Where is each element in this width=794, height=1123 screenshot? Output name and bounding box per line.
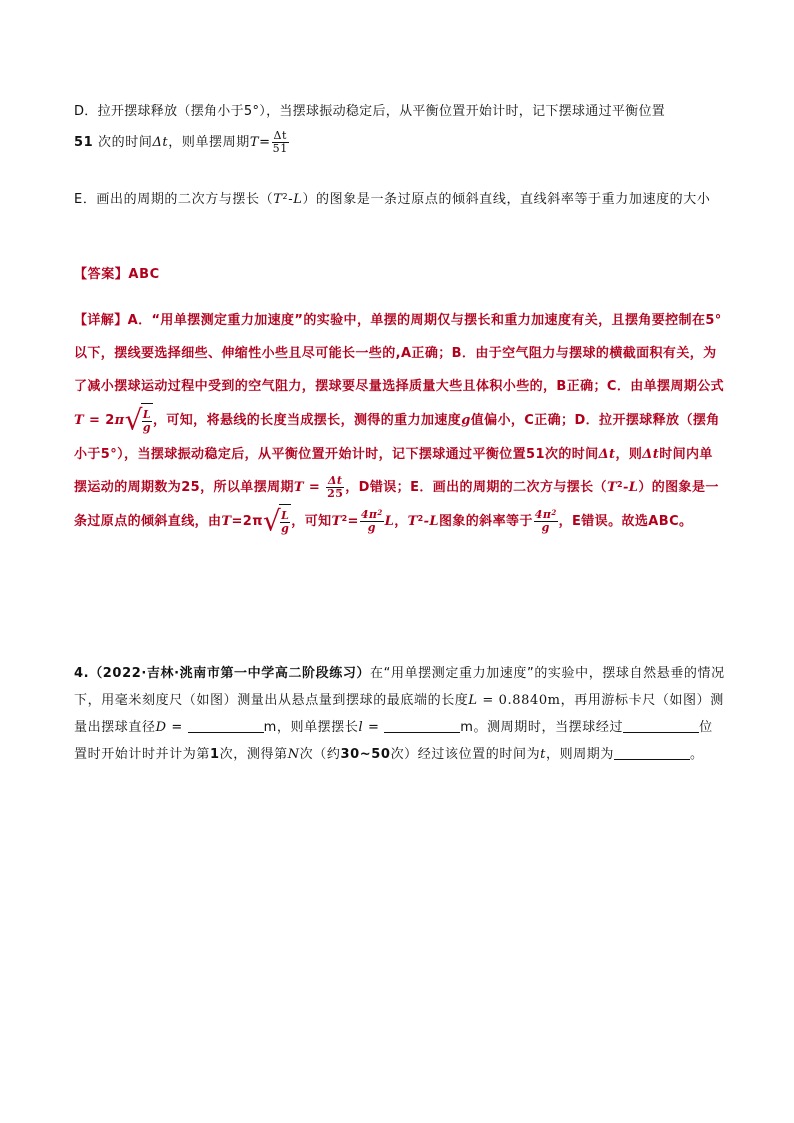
detail-e-text: E．画出的周期的二次方与摆长（ bbox=[410, 480, 607, 495]
symbol-T: T bbox=[221, 514, 232, 529]
answer-line bbox=[74, 266, 726, 283]
fraction-denominator: g bbox=[281, 522, 290, 535]
detail-explanation bbox=[74, 304, 726, 539]
option-letter: C bbox=[524, 413, 535, 428]
symbol-T: T bbox=[293, 480, 304, 495]
detail-a-text: A．“用单摆测定重力加速度”的实验中，单摆的周期仅与摆长和重力加速度有关，且摆角要控制在5°以下，摆线要选择细些、伸缩性小些且尽可能长一些的, bbox=[74, 313, 722, 361]
symbol-L: L bbox=[468, 693, 478, 708]
text: 位置时开始计时并计为第 bbox=[74, 720, 713, 762]
text: 错误。故选 bbox=[581, 514, 649, 529]
equals: = 2 bbox=[84, 413, 115, 428]
fraction-dt-25 bbox=[326, 475, 344, 500]
symbol-T: T bbox=[407, 514, 418, 529]
equals: = bbox=[166, 720, 188, 735]
option-e bbox=[74, 186, 726, 214]
superscript: 2 bbox=[617, 480, 624, 489]
text: 。 bbox=[690, 747, 704, 762]
superscript: 2 bbox=[551, 508, 557, 517]
superscript: 2 bbox=[282, 192, 289, 201]
fraction-4pi2-g bbox=[534, 509, 558, 534]
equals: =2π bbox=[231, 514, 263, 529]
text: ，再用游标卡尺（如图）测量出摆球直径 bbox=[74, 693, 724, 735]
text: 次的时间 bbox=[98, 135, 153, 150]
count-51: 51 bbox=[526, 447, 545, 462]
fraction-numerator: L bbox=[142, 408, 151, 421]
text: ，所以单摆周期 bbox=[200, 480, 294, 495]
question-number: 4. bbox=[74, 666, 90, 681]
fraction-denominator: 51 bbox=[272, 142, 288, 155]
delta-t: Δt bbox=[152, 135, 169, 150]
text: ）的图象是一条过原点的倾斜直线，直线斜率等于重力加速度的大小 bbox=[302, 192, 711, 207]
symbol-L: -L bbox=[623, 480, 639, 495]
answer-blank-position[interactable] bbox=[623, 720, 699, 733]
option-d-line1: D．拉开摆球释放（摆角小于5°），当摆球振动稳定后，从平衡位置开始计时，记下摆球通过平衡位置 bbox=[74, 104, 666, 119]
superscript: 2 bbox=[377, 508, 383, 517]
fraction-numerator: Δt bbox=[273, 129, 288, 142]
answer-blank-diameter[interactable] bbox=[188, 720, 264, 733]
count-1: 1 bbox=[210, 747, 220, 762]
symbol-pi: π bbox=[114, 413, 125, 428]
symbol-N: N bbox=[287, 747, 300, 762]
answer-blank-period[interactable] bbox=[614, 747, 690, 760]
text: 正确； bbox=[411, 346, 452, 361]
option-letter: E bbox=[572, 514, 582, 529]
fraction-denominator: g bbox=[541, 521, 550, 534]
fraction-L-g bbox=[280, 510, 290, 535]
text: 在“用单摆测定重力加速度”的实验中，摆球自然悬垂的情况下，用毫米刻度尺（如图）测量出从悬点量到摆球的最底端的长度 bbox=[74, 666, 725, 708]
answer-blank-length[interactable] bbox=[384, 720, 460, 733]
text: m，则单摆摆长 bbox=[263, 720, 359, 735]
equals: = bbox=[363, 720, 385, 735]
symbol-L: -L bbox=[288, 192, 303, 207]
text: E．画出的周期的二次方与摆长（ bbox=[74, 192, 274, 207]
fraction-L-g bbox=[142, 409, 152, 434]
answer-value: ABC bbox=[128, 267, 160, 282]
symbol-T: T bbox=[273, 192, 283, 207]
text: 次（约 bbox=[299, 747, 341, 762]
text: ， bbox=[394, 514, 408, 529]
option-letter: A bbox=[400, 346, 412, 361]
fraction-denominator: 25 bbox=[327, 487, 344, 500]
delta-t: Δt bbox=[598, 447, 616, 462]
option-d-line2 bbox=[74, 129, 726, 157]
question-source: （2022·吉林·洮南市第一中学高二阶段练习） bbox=[89, 666, 371, 681]
option-letter: D bbox=[358, 480, 370, 495]
text: ， bbox=[558, 514, 572, 529]
symbol-T: T bbox=[249, 135, 260, 150]
text: 正确； bbox=[534, 413, 575, 428]
text: 时间内单摆运动的周期数为 bbox=[74, 447, 713, 495]
radical-sign: √ bbox=[262, 504, 282, 538]
detail-label: 【详解】 bbox=[74, 313, 128, 328]
radical-sign: √ bbox=[124, 403, 143, 437]
superscript: 2 bbox=[341, 514, 348, 523]
sqrt-formula bbox=[263, 504, 291, 539]
equals: = bbox=[259, 135, 271, 150]
superscript: 2 bbox=[417, 514, 424, 523]
symbol-g: g bbox=[461, 413, 471, 428]
symbol-L: L bbox=[384, 514, 395, 529]
symbol-T: T bbox=[74, 413, 85, 428]
option-letter: B bbox=[556, 379, 567, 394]
equals: = bbox=[304, 480, 326, 495]
length-value: = 0.8840m bbox=[477, 693, 561, 708]
detail-c-text: C．由单摆周期公式 bbox=[606, 379, 725, 394]
fraction-numerator: L bbox=[281, 509, 290, 522]
question-4 bbox=[74, 660, 726, 768]
equals: = bbox=[347, 514, 359, 529]
symbol-D: D bbox=[155, 720, 167, 735]
detail-b-text: B．由于空气阻力与摆球的横截面积有关，为了减小摆球运动过程中受到的空气阻力，摆球要尽量选择质量大些且体积小些的， bbox=[74, 346, 717, 394]
text: ， bbox=[345, 480, 359, 495]
text: ，则单摆周期 bbox=[168, 135, 250, 150]
text: 次，测得第 bbox=[219, 747, 288, 762]
delta-t: Δt bbox=[642, 447, 660, 462]
fraction-numerator: Δt bbox=[328, 474, 343, 487]
detail-d-text: D．拉开摆球释放（摆角小于5°），当摆球振动稳定后，从平衡位置开始计时，记下摆球通过平衡位置 bbox=[74, 413, 720, 462]
symbol-L: -L bbox=[423, 514, 439, 529]
fraction-denominator: g bbox=[142, 421, 151, 434]
text: 错误； bbox=[369, 480, 411, 495]
option-d bbox=[74, 101, 726, 157]
answer-value: ABC bbox=[648, 514, 680, 529]
count-range: 30~50 bbox=[340, 747, 391, 762]
fraction-numerator: 4π bbox=[360, 508, 378, 521]
text: ）的图象是一条过原点的倾斜直线，由 bbox=[74, 480, 719, 529]
text: 正确； bbox=[566, 379, 607, 394]
text: m。测周期时，当摆球经过 bbox=[460, 720, 624, 735]
text: ，可知，将悬线的长度当成摆长，测得的重力加速度 bbox=[152, 413, 462, 428]
text: ，则周期为 bbox=[546, 747, 615, 762]
fraction-numerator: 4π bbox=[534, 508, 552, 521]
text: ，可知 bbox=[291, 514, 332, 529]
text: 值偏小， bbox=[470, 413, 525, 428]
fraction-dt-51 bbox=[272, 130, 289, 155]
fraction-4pi2-g bbox=[360, 509, 384, 534]
symbol-l: l bbox=[358, 720, 364, 735]
text: 图象的斜率等于 bbox=[438, 514, 533, 529]
answer-label: 【答案】 bbox=[74, 267, 129, 282]
text: ，则 bbox=[615, 447, 643, 462]
symbol-T: T bbox=[606, 480, 618, 495]
symbol-T: T bbox=[331, 514, 342, 529]
text: 。 bbox=[679, 514, 693, 529]
text: 次的时间 bbox=[544, 447, 599, 462]
sqrt-formula bbox=[125, 403, 153, 438]
count-51: 51 bbox=[74, 135, 94, 150]
text: 次）经过该位置的时间为 bbox=[390, 747, 541, 762]
symbol-t: t bbox=[540, 747, 546, 762]
count-25: 25 bbox=[181, 480, 201, 495]
fraction-denominator: g bbox=[367, 521, 376, 534]
